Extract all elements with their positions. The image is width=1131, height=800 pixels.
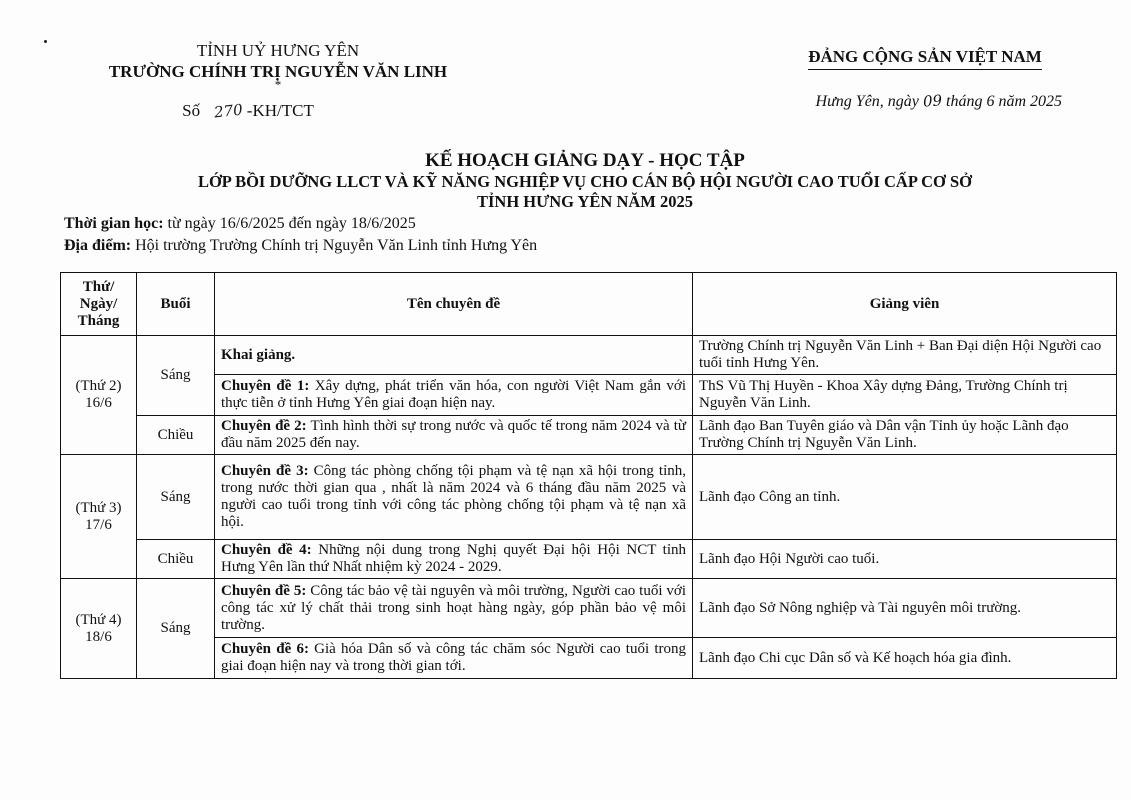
school-name: TRƯỜNG CHÍNH TRỊ NGUYỄN VĂN LINH <box>108 62 448 81</box>
study-time-value: từ ngày 16/6/2025 đến ngày 18/6/2025 <box>167 215 416 232</box>
day-cell: (Thứ 4) 18/6 <box>61 579 137 679</box>
session-cell: Sáng <box>137 336 215 416</box>
topic-label: Chuyên đề 3: <box>221 463 309 479</box>
table-row <box>61 540 1117 579</box>
topic-cell <box>215 540 693 579</box>
header-day: Thứ/ Ngày/ Tháng <box>61 273 137 336</box>
doc-number-handwritten: 270 <box>213 100 244 122</box>
topic-cell <box>215 579 693 638</box>
study-time <box>64 214 416 234</box>
topic-cell <box>215 455 693 540</box>
table-row <box>61 375 1117 416</box>
study-location-value: Hội trường Trường Chính trị Nguyễn Văn Linh tỉnh Hưng Yên <box>135 237 538 254</box>
document-number <box>28 100 468 122</box>
session-cell: Chiều <box>137 540 215 579</box>
session-cell: Sáng <box>137 455 215 540</box>
topic-text: Công tác phòng chống tội phạm và tệ nạn xã hội trong tỉnh, trong nước thời gian qua , nhất là năm 2024 và 6 tháng đầu năm 2025 và người cao tuổi trong tỉnh với công tác phòng chống tội phạm và tệ nạn xã hội. <box>221 463 686 530</box>
lecturer-cell: Lãnh đạo Sở Nông nghiệp và Tài nguyên môi trường. <box>693 579 1117 638</box>
day-cell: (Thứ 3) 17/6 <box>61 455 137 579</box>
table-row <box>61 579 1117 638</box>
place-date-suffix: tháng 6 năm 2025 <box>946 93 1062 110</box>
session-cell: Sáng <box>137 579 215 679</box>
topic-label: Chuyên đề 4: <box>221 542 312 558</box>
lecturer-cell: Lãnh đạo Công an tỉnh. <box>693 455 1117 540</box>
document-title: KẾ HOẠCH GIẢNG DẠY - HỌC TẬP <box>425 150 745 171</box>
table-row <box>61 416 1117 455</box>
place-date <box>780 90 1070 113</box>
topic-cell <box>215 336 693 375</box>
date-day-handwritten: 09 <box>922 91 943 111</box>
topic-text: Công tác bảo vệ tài nguyên và môi trường, Người cao tuổi với công tác xử lý chất thải trong sinh hoạt hàng ngày, góp phần bảo vệ môi trường. <box>221 582 687 633</box>
schedule-table <box>60 272 1117 679</box>
study-time-label: Thời gian học: <box>64 215 164 232</box>
lecturer-cell: Lãnh đạo Ban Tuyên giáo và Dân vận Tỉnh ủy hoặc Lãnh đạo Trường Chính trị Nguyễn Văn Linh. <box>693 416 1117 455</box>
header-topic: Tên chuyên đề <box>215 273 693 336</box>
party-block <box>780 46 1070 113</box>
day-cell: (Thứ 2) 16/6 <box>61 336 137 455</box>
lecturer-cell: ThS Vũ Thị Huyền - Khoa Xây dựng Đảng, Trường Chính trị Nguyễn Văn Linh. <box>693 375 1117 416</box>
table-header-row <box>61 273 1117 336</box>
topic-text: Khai giảng. <box>221 346 296 363</box>
topic-text: Tình hình thời sự trong nước và quốc tế trong năm 2024 và từ đầu năm 2025 đến nay. <box>221 418 686 451</box>
table-row <box>61 455 1117 540</box>
issuer-block <box>88 40 468 122</box>
scan-speck <box>44 40 47 43</box>
star-mark: * <box>274 77 282 92</box>
topic-label: Chuyên đề 5: <box>221 582 307 599</box>
title-block <box>60 150 1110 212</box>
table-row <box>61 638 1117 679</box>
lecturer-cell: Trường Chính trị Nguyễn Văn Linh + Ban Đại diện Hội Người cao tuổi tỉnh Hưng Yên. <box>693 336 1117 375</box>
topic-cell <box>215 375 693 416</box>
topic-cell <box>215 638 693 679</box>
provincial-committee: TỈNH UỶ HƯNG YÊN <box>196 41 360 60</box>
topic-cell <box>215 416 693 455</box>
study-location <box>64 236 537 256</box>
study-location-label: Địa điểm: <box>64 237 132 254</box>
lecturer-cell: Lãnh đạo Hội Người cao tuổi. <box>693 540 1117 579</box>
course-subtitle: TỈNH HƯNG YÊN NĂM 2025 <box>476 192 694 211</box>
topic-text: Xây dựng, phát triển văn hóa, con người Việt Nam gắn với thực tiễn ở tỉnh Hưng Yên giai đoạn hiện nay. <box>221 378 686 411</box>
lecturer-cell: Lãnh đạo Chi cục Dân số và Kế hoạch hóa gia đình. <box>693 638 1117 679</box>
topic-label: Chuyên đề 2: <box>221 418 307 434</box>
doc-number-suffix: -KH/TCT <box>246 101 314 120</box>
party-name: ĐẢNG CỘNG SẢN VIỆT NAM <box>808 46 1042 70</box>
topic-label: Chuyên đề 1: <box>221 378 310 394</box>
table-row <box>61 336 1117 375</box>
topic-text: Những nội dung trong Nghị quyết Đại hội Hội NCT tỉnh Hưng Yên lần thứ Nhất nhiệm kỳ 2024 - 2029. <box>221 542 686 575</box>
doc-number-prefix: Số <box>182 101 201 120</box>
topic-text: Già hóa Dân số và công tác chăm sóc Người cao tuổi trong giai đoạn hiện nay và trong thời gian tới. <box>221 641 686 674</box>
header-session: Buổi <box>137 273 215 336</box>
course-title: LỚP BỒI DƯỠNG LLCT VÀ KỸ NĂNG NGHIỆP VỤ CHO CÁN BỘ HỘI NGƯỜI CAO TUỔI CẤP CƠ SỞ <box>197 172 973 191</box>
topic-label: Chuyên đề 6: <box>221 641 309 657</box>
session-cell: Chiều <box>137 416 215 455</box>
header-lecturer: Giảng viên <box>693 273 1117 336</box>
place-date-prefix: Hưng Yên, ngày <box>815 93 919 110</box>
